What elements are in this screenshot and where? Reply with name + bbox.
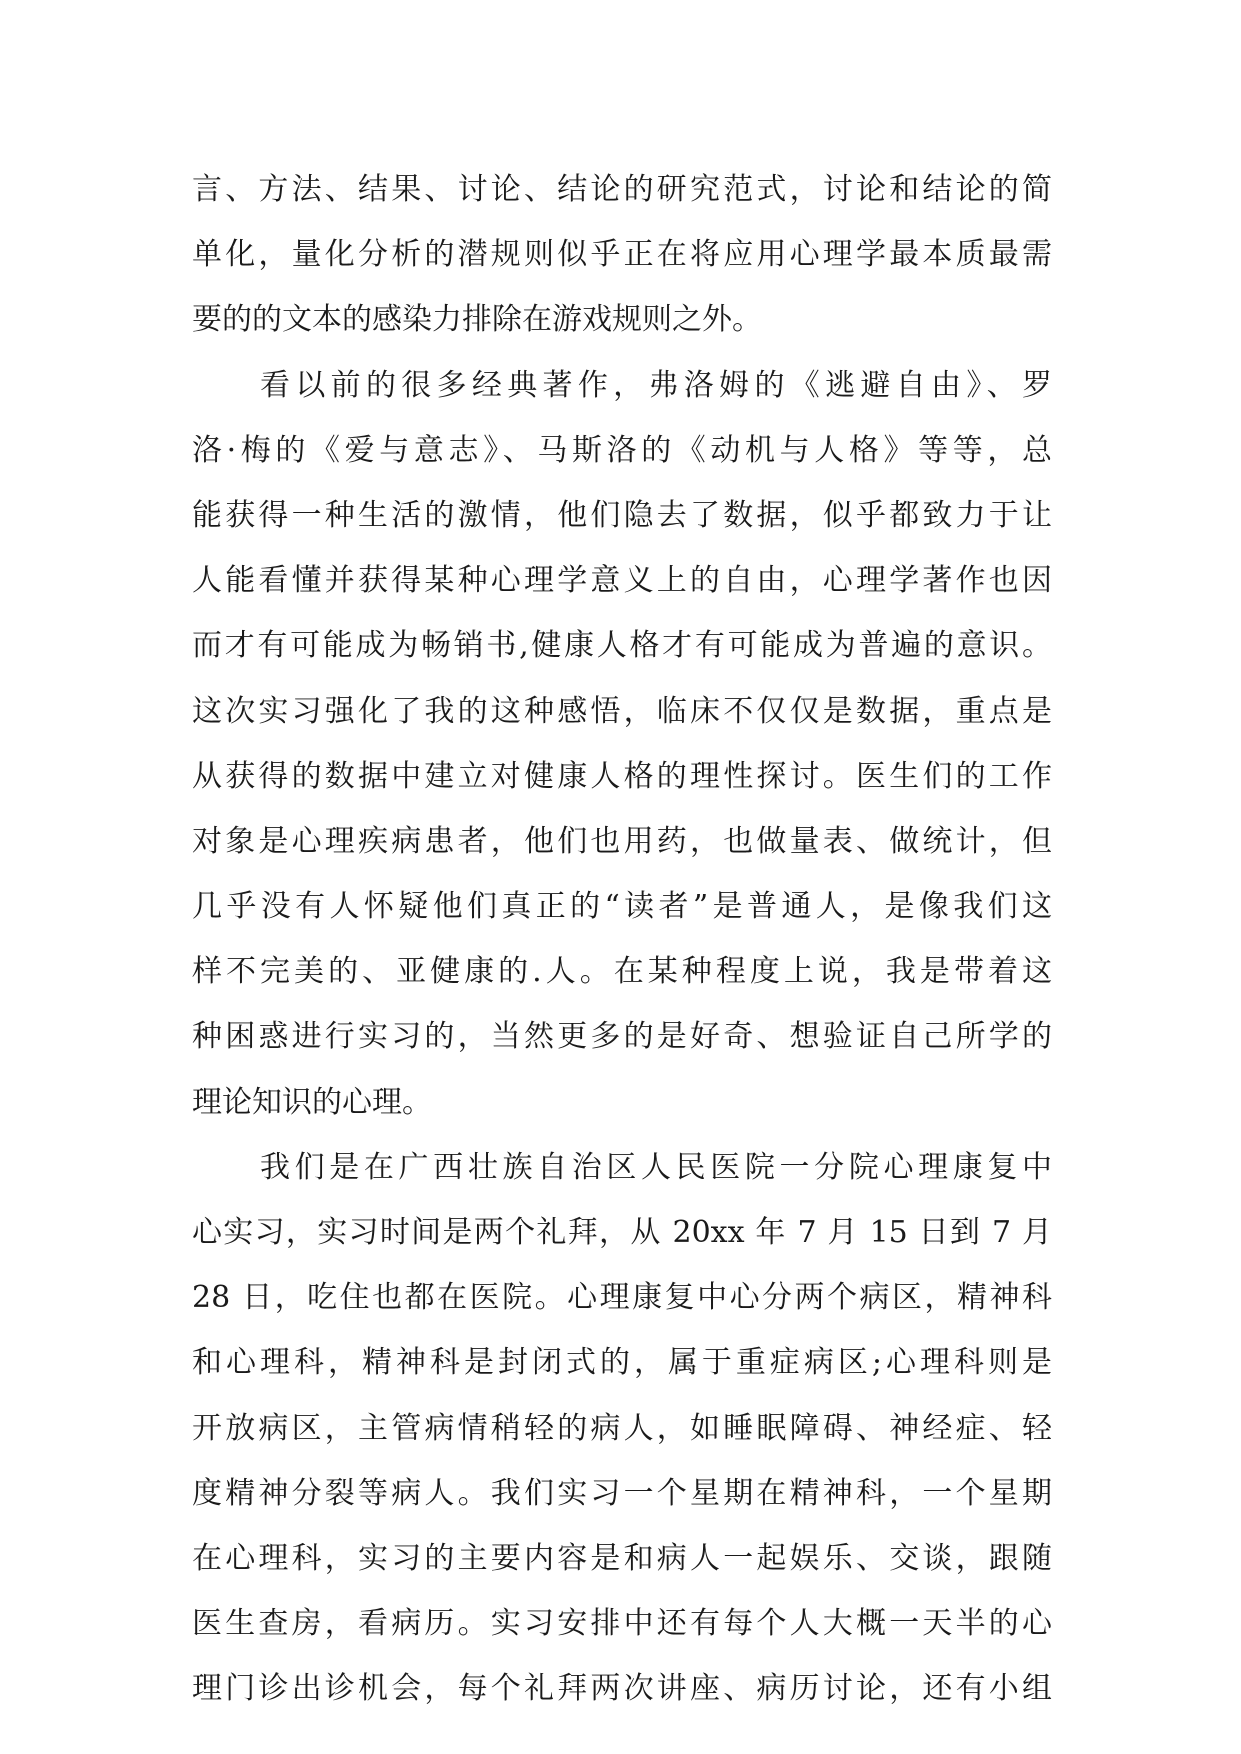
text-line: 而才有可能成为畅销书,健康人格才有可能成为普遍的意识。 — [192, 628, 1052, 664]
text-line: 对象是心理疾病患者，他们也用药，也做量表、做统计，但 — [192, 823, 1052, 859]
text-line: 言、方法、结果、讨论、结论的研究范式，讨论和结论的简 — [192, 172, 1052, 207]
text-line: 能获得一种生活的激情，他们隐去了数据，似乎都致力于让 — [192, 497, 1052, 533]
text-line: 单化，量化分析的潜规则似乎正在将应用心理学最本质最需 — [192, 237, 1052, 273]
paragraph-first-line: 我们是在广西壮族自治区人民医院一分院心理康复中 — [260, 1149, 1052, 1185]
paragraph-first-line: 看以前的很多经典著作，弗洛姆的《逃避自由》、罗 — [260, 367, 1052, 403]
text-line: 样不完美的、亚健康的.人。在某种程度上说，我是带着这 — [192, 954, 1052, 990]
text-line: 心实习，实习时间是两个礼拜，从 20xx 年 7 月 15 日到 7 月 — [192, 1215, 1052, 1250]
text-line: 洛·梅的《爱与意志》、马斯洛的《动机与人格》等等，总 — [192, 432, 1052, 468]
text-line: 人能看懂并获得某种心理学意义上的自由，心理学著作也因 — [192, 563, 1052, 599]
text-line: 理门诊出诊机会，每个礼拜两次讲座、病历讨论，还有小组 — [192, 1671, 1052, 1707]
text-line: 28 日，吃住也都在医院。心理康复中心分两个病区，精神科 — [192, 1280, 1052, 1316]
text-line: 理论知识的心理。 — [192, 1084, 432, 1120]
text-line: 和心理科，精神科是封闭式的，属于重症病区;心理科则是 — [192, 1345, 1052, 1381]
text-line: 种困惑进行实习的，当然更多的是好奇、想验证自己所学的 — [192, 1019, 1052, 1055]
text-line: 要的的文本的感染力排除在游戏规则之外。 — [192, 302, 762, 338]
text-line: 在心理科，实习的主要内容是和病人一起娱乐、交谈，跟随 — [192, 1540, 1052, 1576]
text-line: 度精神分裂等病人。我们实习一个星期在精神科，一个星期 — [192, 1475, 1052, 1511]
text-line: 从获得的数据中建立对健康人格的理性探讨。医生们的工作 — [192, 758, 1052, 794]
text-line: 这次实习强化了我的这种感悟，临床不仅仅是数据，重点是 — [192, 693, 1052, 729]
text-line: 开放病区，主管病情稍轻的病人，如睡眠障碍、神经症、轻 — [192, 1410, 1052, 1446]
text-line: 几乎没有人怀疑他们真正的“读者”是普通人，是像我们这 — [192, 889, 1052, 925]
text-line: 医生查房，看病历。实习安排中还有每个人大概一天半的心 — [192, 1606, 1052, 1642]
body-text — [192, 157, 1052, 1722]
